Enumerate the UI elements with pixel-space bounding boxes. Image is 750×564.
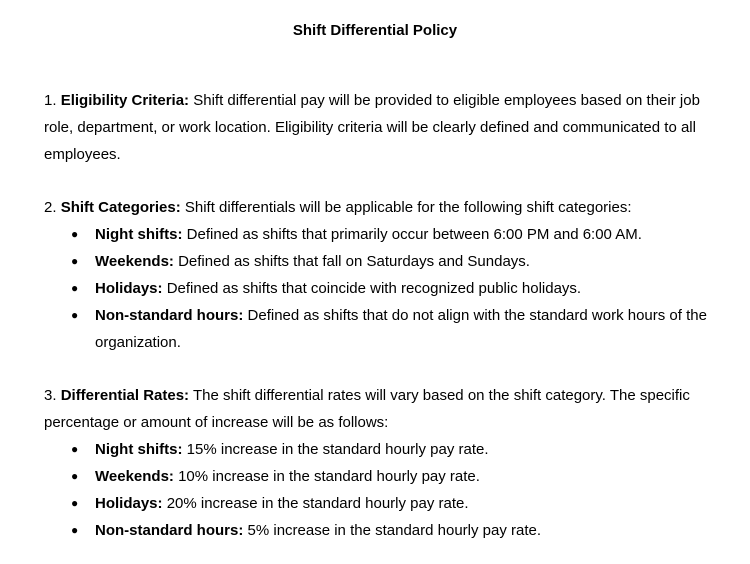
section-text: Shift differentials will be applicable for the following shift categories: [184, 199, 632, 216]
section-shift-categories [44, 194, 724, 356]
item-text: Defined as shifts that fall on Saturdays and Sundays. [178, 253, 530, 270]
section-text: The shift differential rates will vary based on the shift category. The specific percentage or amount of increase will be as follows: [44, 387, 690, 431]
item-text: Defined as shifts that primarily occur between 6:00 PM and 6:00 AM. [186, 226, 642, 243]
section-heading: Shift Categories: [60, 199, 181, 216]
list-item [44, 248, 724, 275]
section-paragraph [44, 87, 724, 168]
list-item [44, 275, 724, 302]
section-heading: Differential Rates: [60, 387, 190, 404]
section-differential-rates [44, 382, 724, 544]
bullet-icon: ● [71, 308, 79, 322]
bullet-icon: ● [71, 254, 79, 268]
list-item [44, 221, 724, 248]
item-term: Weekends: [95, 468, 174, 485]
bullet-list [44, 436, 724, 544]
section-paragraph [44, 194, 724, 221]
list-item [44, 490, 724, 517]
section-number: 1. [44, 92, 57, 109]
item-text: 15% increase in the standard hourly pay rate. [186, 441, 489, 458]
section-text: Shift differential pay will be provided to eligible employees based on their job role, department, or work location. Eligibility criteria will be clearly defined and communicated to all employees. [44, 92, 700, 163]
bullet-icon: ● [71, 281, 79, 295]
item-term: Night shifts: [95, 226, 183, 243]
item-term: Non-standard hours: [95, 307, 244, 324]
item-term: Night shifts: [95, 441, 183, 458]
bullet-list [44, 221, 724, 356]
list-item [44, 436, 724, 463]
item-term: Weekends: [95, 253, 174, 270]
section-eligibility [44, 87, 724, 168]
item-text: 5% increase in the standard hourly pay rate. [247, 522, 542, 539]
list-item [44, 517, 724, 544]
item-term: Holidays: [95, 495, 163, 512]
section-paragraph [44, 382, 724, 436]
section-number: 2. [44, 199, 57, 216]
list-item [44, 463, 724, 490]
list-item [44, 302, 724, 356]
bullet-icon: ● [71, 442, 79, 456]
bullet-icon: ● [71, 496, 79, 510]
item-text: Defined as shifts that coincide with recognized public holidays. [166, 280, 582, 297]
section-number: 3. [44, 387, 57, 404]
item-text: 10% increase in the standard hourly pay rate. [178, 468, 480, 485]
bullet-icon: ● [71, 523, 79, 537]
page-title: Shift Differential Policy [292, 22, 458, 39]
item-term: Holidays: [95, 280, 163, 297]
item-term: Non-standard hours: [95, 522, 244, 539]
bullet-icon: ● [71, 227, 79, 241]
item-text: Defined as shifts that do not align with the standard work hours of the organization. [95, 307, 707, 351]
item-text: 20% increase in the standard hourly pay rate. [166, 495, 469, 512]
bullet-icon: ● [71, 469, 79, 483]
section-heading: Eligibility Criteria: [60, 92, 190, 109]
